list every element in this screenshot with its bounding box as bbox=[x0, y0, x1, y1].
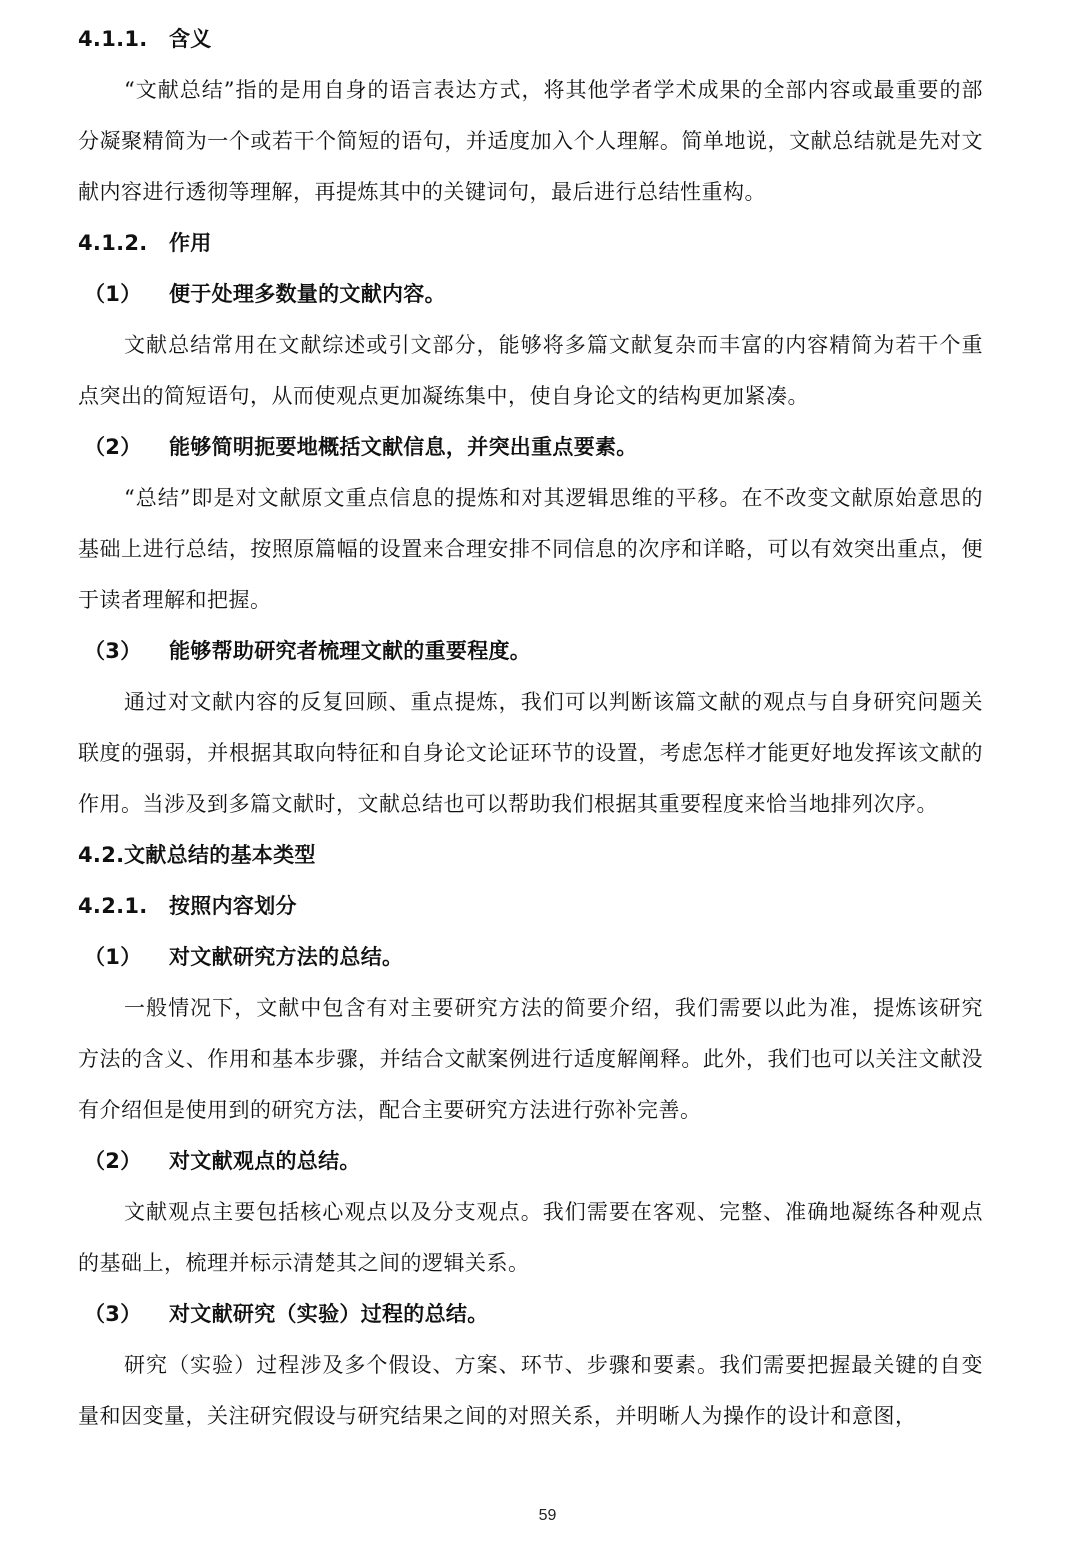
heading-4-2 bbox=[78, 830, 983, 881]
paragraph-function-2: “总结”即是对文献原文重点信息的提炼和对其逻辑思维的平移。在不改变文献原始意思的基础上进行总结，按照原篇幅的设置来合理安排不同信息的次序和详略，可以有效突出重点，便于读者理解和把握。 bbox=[78, 486, 983, 612]
subheading-type-3 bbox=[78, 1289, 983, 1340]
heading-number: 4.2.1. bbox=[78, 894, 148, 918]
item-title: 能够帮助研究者梳理文献的重要程度。 bbox=[169, 639, 532, 663]
heading-title: 作用 bbox=[169, 231, 212, 255]
paragraph-type-2: 文献观点主要包括核心观点以及分支观点。我们需要在客观、完整、准确地凝练各种观点的基础上，梳理并标示清楚其之间的逻辑关系。 bbox=[78, 1200, 983, 1275]
subheading-function-2 bbox=[78, 422, 983, 473]
item-title: 对文献观点的总结。 bbox=[169, 1149, 361, 1173]
heading-4-1-2 bbox=[78, 218, 983, 269]
heading-number: 4.1.2. bbox=[78, 231, 148, 255]
paragraph-type-1: 一般情况下，文献中包含有对主要研究方法的简要介绍，我们需要以此为准，提炼该研究方法的含义、作用和基本步骤，并结合文献案例进行适度解阐释。此外，我们也可以关注文献没有介绍但是使用到的研究方法，配合主要研究方法进行弥补完善。 bbox=[78, 996, 983, 1122]
paragraph-function-1: 文献总结常用在文献综述或引文部分，能够将多篇文献复杂而丰富的内容精简为若干个重点突出的简短语句，从而使观点更加凝练集中，使自身论文的结构更加紧凑。 bbox=[78, 333, 983, 408]
item-number: （1） bbox=[84, 945, 142, 969]
document-page bbox=[78, 14, 983, 1442]
item-title: 对文献研究方法的总结。 bbox=[169, 945, 404, 969]
item-number: （1） bbox=[84, 282, 142, 306]
item-title: 能够简明扼要地概括文献信息，并突出重点要素。 bbox=[169, 435, 638, 459]
heading-4-1-1 bbox=[78, 14, 983, 65]
paragraph-type-3: 研究（实验）过程涉及多个假设、方案、环节、步骤和要素。我们需要把握最关键的自变量和因变量，关注研究假设与研究结果之间的对照关系，并明晰人为操作的设计和意图， bbox=[78, 1353, 983, 1428]
heading-number: 4.1.1. bbox=[78, 27, 148, 51]
subheading-type-1 bbox=[78, 932, 983, 983]
item-title: 对文献研究（实验）过程的总结。 bbox=[169, 1302, 489, 1326]
heading-number: 4.2. bbox=[78, 843, 125, 867]
heading-title: 按照内容划分 bbox=[169, 894, 297, 918]
item-number: （2） bbox=[84, 1149, 142, 1173]
item-number: （3） bbox=[84, 639, 142, 663]
heading-title: 文献总结的基本类型 bbox=[124, 843, 316, 867]
page-number: 59 bbox=[538, 1507, 557, 1524]
subheading-function-1 bbox=[78, 269, 983, 320]
item-number: （2） bbox=[84, 435, 142, 459]
paragraph-function-3: 通过对文献内容的反复回顾、重点提炼，我们可以判断该篇文献的观点与自身研究问题关联度的强弱，并根据其取向特征和自身论文论证环节的设置，考虑怎样才能更好地发挥该文献的作用。当涉及到多篇文献时，文献总结也可以帮助我们根据其重要程度来恰当地排列次序。 bbox=[78, 690, 983, 816]
subheading-type-2 bbox=[78, 1136, 983, 1187]
heading-4-2-1 bbox=[78, 881, 983, 932]
paragraph-definition: “文献总结”指的是用自身的语言表达方式，将其他学者学术成果的全部内容或最重要的部分凝聚精简为一个或若干个简短的语句，并适度加入个人理解。简单地说，文献总结就是先对文献内容进行透彻等理解，再提炼其中的关键词句，最后进行总结性重构。 bbox=[78, 78, 983, 204]
item-number: （3） bbox=[84, 1302, 142, 1326]
subheading-function-3 bbox=[78, 626, 983, 677]
item-title: 便于处理多数量的文献内容。 bbox=[169, 282, 446, 306]
heading-title: 含义 bbox=[169, 27, 212, 51]
